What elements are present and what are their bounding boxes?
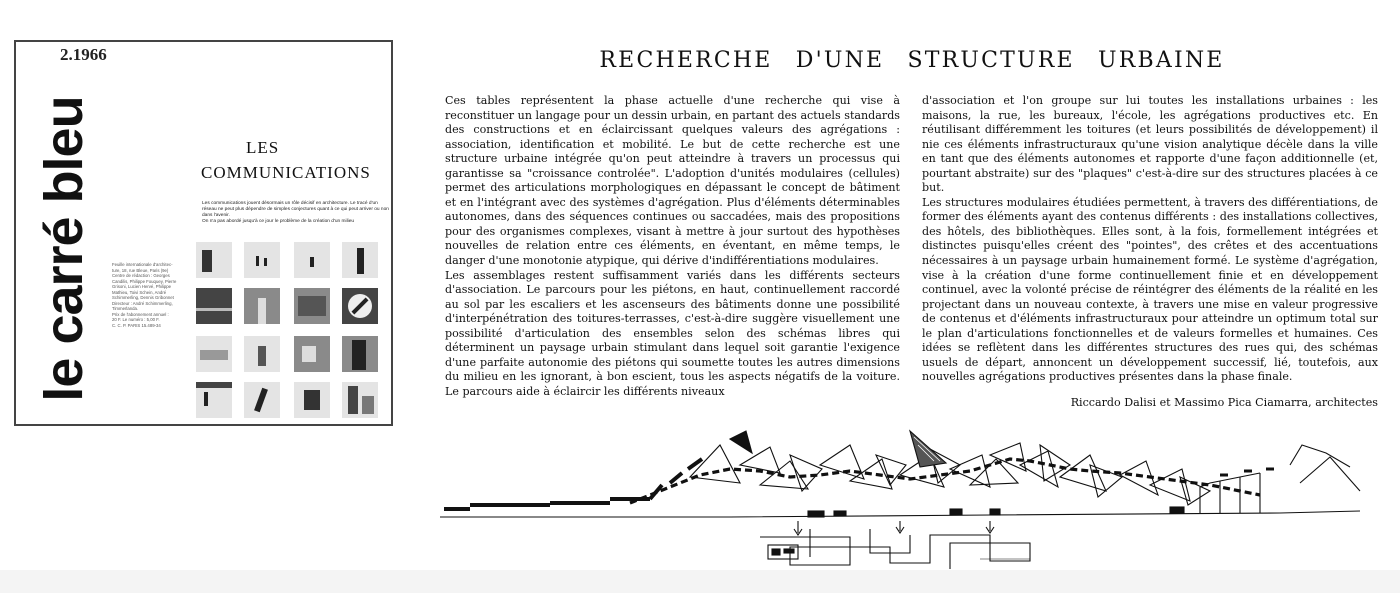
credit-line: Directeur : André Schimmerling, (112, 300, 173, 306)
cover-photo (342, 382, 378, 418)
cover-intro-paragraph: On n'a pas abordé jusqu'à ce jour le problème de la création d'un milieu (202, 219, 355, 224)
cover-photo (342, 336, 378, 372)
cover-photo (294, 336, 330, 372)
credit-line: Grisoni, Lucien Hervé, Philippe (112, 284, 171, 289)
article-column-left (445, 94, 900, 399)
credit-line: Schimmerling, Dennis Gribonnet (112, 295, 174, 300)
cover-photo (244, 288, 280, 324)
credit-line: Timmerlanda. (112, 306, 139, 311)
credit-line: 20 F. Le numéro : 5,00 F. (112, 317, 160, 322)
cover-photo (342, 288, 378, 324)
article-column-right (922, 94, 1378, 385)
article-byline: Riccardo Dalisi et Massimo Pica Ciamarra, architectes (1070, 396, 1378, 409)
cover-photo (196, 288, 232, 324)
cover-photo (244, 336, 280, 372)
cover-photo (196, 336, 232, 372)
cover-intro-text (202, 201, 390, 225)
credit-line: C. C. P. PARIS 15.489-34 (112, 322, 161, 328)
cover-photo (244, 242, 280, 278)
cover-photo (244, 382, 280, 418)
cover-masthead: le carré bleu (34, 96, 94, 402)
cover-photo (294, 382, 330, 418)
cover-photo (294, 242, 330, 278)
article-title: RECHERCHE D'UNE STRUCTURE URBAINE (599, 48, 1225, 73)
cover-photo (196, 242, 232, 278)
urban-section-sketch (430, 425, 1390, 570)
cover-photo (342, 242, 378, 278)
cover-date: 2.1966 (60, 45, 107, 64)
article-paragraph: Les assemblages restent suffisamment variés dans les différents secteurs d'association. Le parcours pour les piétons, en haut, continuellement raccordé au sol par les escaliers et les ascenseurs des bâtiments donne une possibilité d'interpénétration des toitures-terrasses, c'est-à-dire suggère visuellement une possibilité d'articulation des ensembles selon des schémas libres qui déterminent un paysage urbain stimulant dans lequel soit garantie l'exigence d'une parfaite autonomie des piétons qui soumette toutes les autres dimensions du milieu en les ignorant, à bon escient, tous les aspects négatifs de la voiture. Le parcours aide à éclaircir les différents niveaux (445, 268, 900, 398)
article-paragraph: Ces tables représentent la phase actuelle d'une recherche qui vise à reconstituer un langage pour un dessin urbain, en partant des actuels standards des constructions et en éclaircissant quelques valeurs des agrégations : association, identification et mobilité. Le but de cette recherche est une structure urbaine intégrée qu'on peut atteindre à travers un processus qui garantisse sa "croissance controlée". L'adoption d'unités modulaires (cellules) permet des articulations morphologiques en dépassant le concept de bâtiment et en l'intégrant avec des systèmes d'agrégation. Plus d'éléments déterminables autonomes, dans des séquences continues ou saccadées, mais des propositions pour des organismes complexes, visant à mettre à jour surtout des hypothèses nouvelles de relation entre ces éléments, en éventant, en même temps, le danger d'une monotonie atypique, qui dérive d'indifférentiations modulaires. (445, 94, 900, 268)
cover-photo (294, 288, 330, 324)
credit-line: Mathieu, Toivi Schein, André (112, 289, 167, 295)
cover-credits (112, 262, 188, 328)
article-paragraph: Les structures modulaires étudiées permettent, à travers des différentiations, de former des éléments ayant des contenus différents : des installations collectives, des hôtels, des bibliothèques. Elles sont, à la fois, formellement intégrées et distinctes puisqu'elles créent des "pointes", des crêtes et des accentuations nécessaires à un paysage urbain humainement formé. Le système d'agrégation, vise à la création d'une forme continuellement finie et en développement continuel, avec la volonté précise de réintégrer des éléments de la réalité en les projectant dans un nouveau contexte, à travers une mise en valeur progressive de contenus et d'éléments infrastructuraux pour atteindre un optimum total sur le plan d'articulations fonctionnelles et de valeurs formelles et humaines. Ces idées se reflètent dans les différentes structures des rues qui, des schémas usuels de départ, annoncent un développement successif, lié, toutefois, aux nouvelles agrégations productives présentes dans la phase finale. (922, 195, 1378, 384)
credit-line: Centre de rédaction : Georges (112, 273, 170, 278)
article-paragraph: d'association et l'on groupe sur lui toutes les installations urbaines : les maisons, la rue, les bureaux, l'école, les agrégations productives etc. En réutilisant différemment les toitures (et leurs possibilités de développement) il nie ces éléments infrastructuraux qu'une vision analytique décèle dans la ville en tant que des éléments autonomes et rapporte d'une façon additionnelle (et, pourtant abstraite) sur des "plaques" c'est-à-dire sur des structures placées à ce but. (922, 94, 1378, 195)
credit-line: Feuille internationale d'architec- (112, 262, 173, 267)
cover-intro-paragraph: Les communications jouent désormais un rôle décisif en architecture. Le tracé d'un réseau ne peut plus dépendre de simples conjectures quant à ce qui peut arriver ou non dans l'avenir. (202, 201, 389, 218)
footer-band (0, 570, 1400, 593)
cover-heading-communications: COMMUNICATIONS (201, 163, 371, 182)
cover-photo (196, 382, 232, 418)
cover-photo-grid (194, 240, 384, 422)
credit-line: ture, 18, rue Bleue, Paris (9e) (112, 267, 169, 273)
cover-heading-les: LES (246, 138, 280, 157)
magazine-cover (14, 40, 393, 426)
credit-line: Candilis, Philippe Fouquey, Pierre (112, 278, 177, 284)
credit-line: Prix de l'abonnement annuel : (112, 311, 169, 317)
